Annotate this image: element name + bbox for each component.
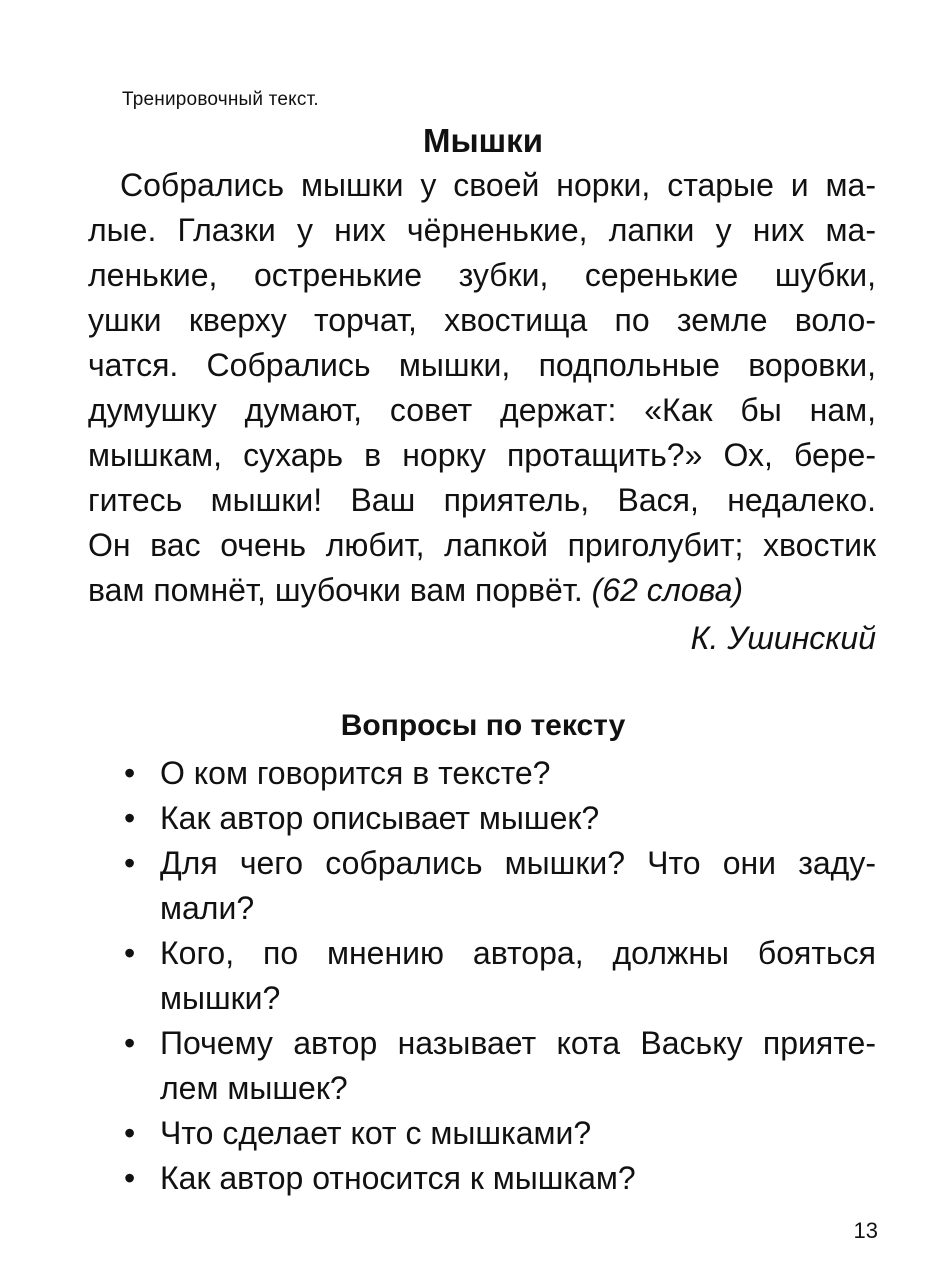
- bullet-icon: •: [124, 755, 136, 791]
- question-item: [120, 1156, 876, 1201]
- text-line: мышкам, сухарь в норку протащить?» Ох, бере-: [88, 437, 876, 473]
- bullet-icon: •: [124, 1025, 136, 1061]
- story-text: [88, 163, 876, 613]
- question-text-continued: мали?: [160, 890, 255, 926]
- question-item: [120, 796, 876, 841]
- question-text: Как автор описывает мышек?: [160, 800, 600, 836]
- text-line: гитесь мышки! Ваш приятель, Вася, недалеко.: [88, 482, 876, 518]
- question-text: Почему автор называет кота Ваську прияте-: [160, 1025, 876, 1061]
- question-item: [120, 931, 876, 1021]
- text-line: думушку думают, совет держат: «Как бы нам,: [88, 392, 876, 428]
- questions-heading: Вопросы по тексту: [340, 709, 626, 742]
- bullet-icon: •: [124, 1160, 136, 1196]
- question-item: [120, 1111, 876, 1156]
- question-item: [120, 751, 876, 796]
- bullet-icon: •: [124, 1115, 136, 1151]
- text-type-label: Тренировочный текст.: [122, 89, 319, 110]
- question-text: О ком говорится в тексте?: [160, 755, 551, 791]
- text-line: лые. Глазки у них чёрненькие, лапки у них ма-: [88, 212, 876, 248]
- bullet-icon: •: [124, 845, 136, 881]
- question-text: Для чего собрались мышки? Что они заду-: [160, 845, 876, 881]
- text-line-last: [88, 568, 876, 613]
- text-line: чатся. Собрались мышки, подпольные воровки,: [88, 347, 876, 383]
- question-item: [120, 1021, 876, 1111]
- question-text-continued: мышки?: [160, 980, 281, 1016]
- question-text-continued: лем мышек?: [160, 1070, 348, 1106]
- text-line: ленькие, остренькие зубки, серенькие шубки,: [88, 257, 876, 293]
- page-number: 13: [853, 1218, 878, 1243]
- story-title: Мышки: [423, 122, 543, 159]
- question-text: Кого, по мнению автора, должны бояться: [160, 935, 876, 971]
- author-name: К. Ушинский: [690, 620, 876, 656]
- bullet-icon: •: [124, 800, 136, 836]
- word-count-note: (62 слова): [591, 572, 744, 608]
- question-item: [120, 841, 876, 931]
- bullet-icon: •: [124, 935, 136, 971]
- question-text: Как автор относится к мышкам?: [160, 1160, 636, 1196]
- question-text: Что сделает кот с мышками?: [160, 1115, 592, 1151]
- text-line: Он вас очень любит, лапкой приголубит; хвостик: [88, 527, 876, 563]
- questions-list: [120, 751, 876, 1201]
- text-line: ушки кверху торчат, хвостища по земле воло-: [88, 302, 876, 338]
- text-line: Собрались мышки у своей норки, старые и ма-: [120, 167, 876, 203]
- text-line-end: вам помнёт, шубочки вам порвёт.: [88, 572, 583, 608]
